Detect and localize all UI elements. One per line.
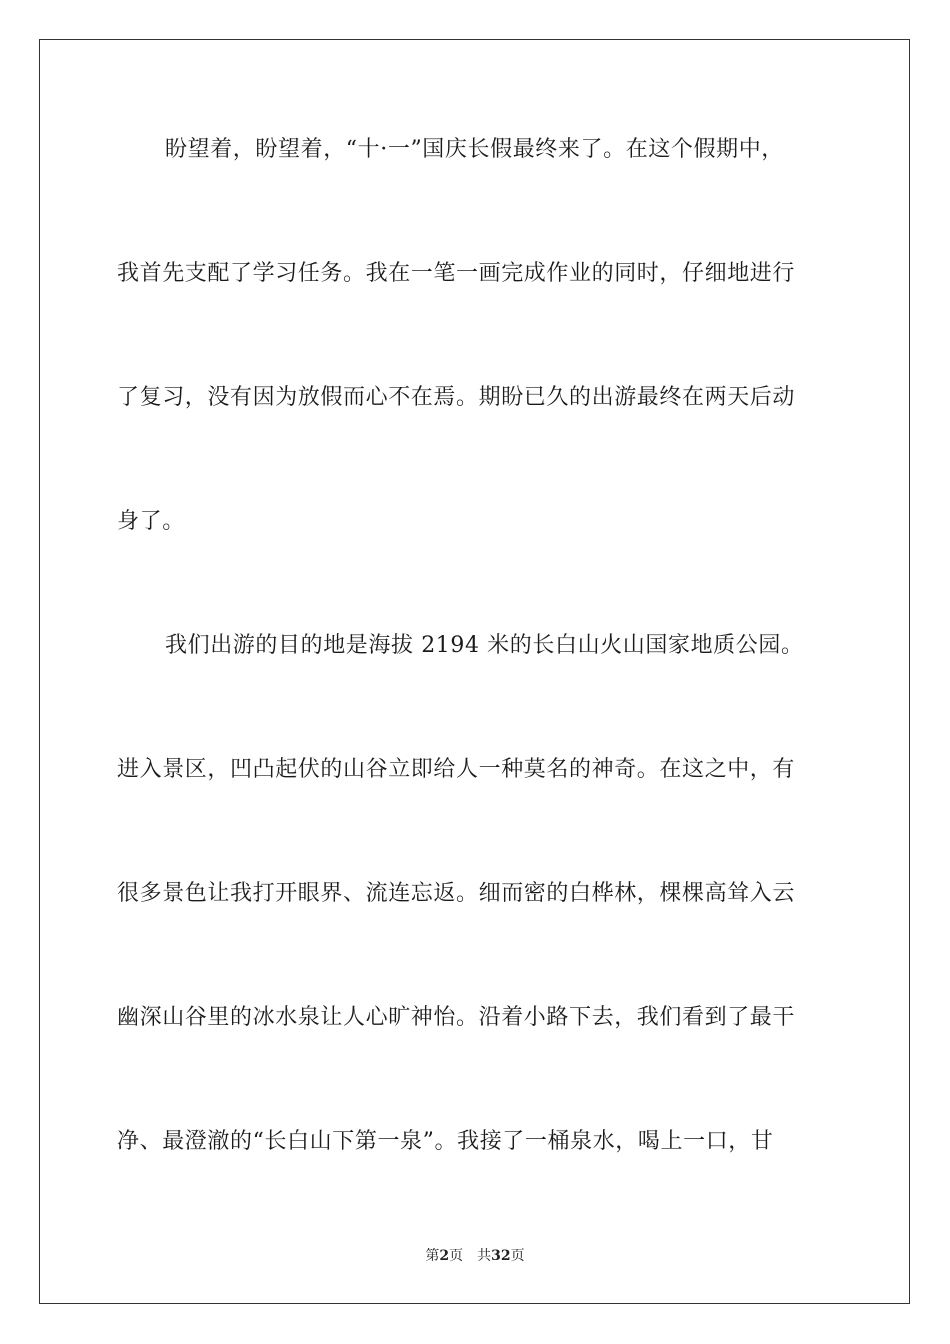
page-footer — [0, 1247, 950, 1265]
total-suffix: 页 — [510, 1248, 525, 1264]
page-border — [39, 39, 910, 1304]
page-number: 2 — [439, 1248, 450, 1264]
paragraph-2-line-2: 进入景区，凹凸起伏的山谷立即给人一种莫名的神奇。在这之中，有 — [117, 757, 796, 782]
total-prefix: 共 — [477, 1248, 492, 1264]
paragraph-1-line-3: 了复习，没有因为放假而心不在焉。期盼已久的出游最终在两天后动 — [117, 385, 796, 410]
page-prefix: 第 — [425, 1248, 440, 1264]
paragraph-1-line-1: 盼望着，盼望着，“十·一”国庆长假最终来了。在这个假期中， — [165, 137, 784, 162]
total-pages: 32 — [491, 1248, 511, 1264]
paragraph-1-line-4: 身了。 — [117, 509, 185, 534]
paragraph-2-line-4: 幽深山谷里的冰水泉让人心旷神怡。沿着小路下去，我们看到了最干 — [117, 1005, 796, 1030]
paragraph-2-line-3: 很多景色让我打开眼界、流连忘返。细而密的白桦林，棵棵高耸入云 — [117, 881, 796, 906]
paragraph-2-line-5: 净、最澄澈的“长白山下第一泉”。我接了一桶泉水，喝上一口，甘 — [117, 1129, 774, 1154]
paragraph-1-line-2: 我首先支配了学习任务。我在一笔一画完成作业的同时，仔细地进行 — [117, 261, 796, 286]
paragraph-2-line-1: 我们出游的目的地是海拔 2194 米的长白山火山国家地质公园。 — [165, 633, 804, 658]
page-suffix: 页 — [449, 1248, 464, 1264]
